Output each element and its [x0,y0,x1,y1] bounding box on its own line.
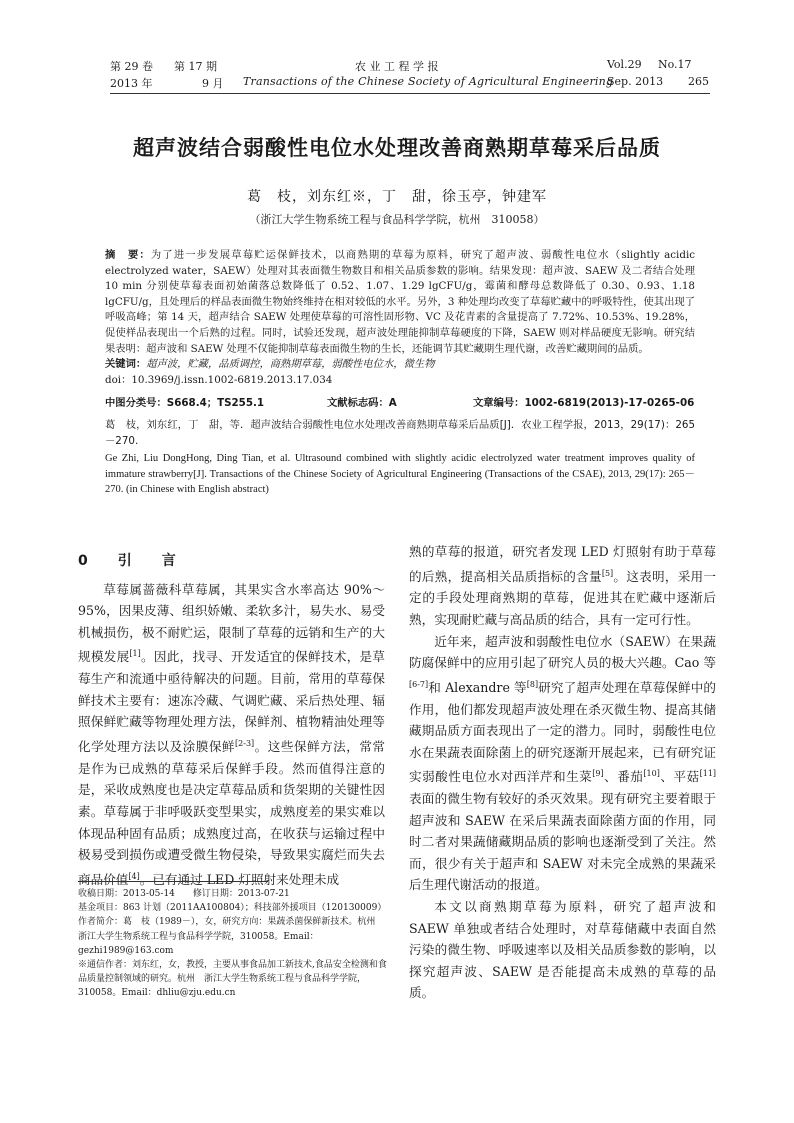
header-page-number: 265 [688,75,709,88]
ref-4: [4] [128,871,140,881]
header-volume-cn: 第 29 卷 [110,60,153,73]
intro-paragraph-3: 本文以商熟期草莓为原料，研究了超声波和 SAEW 单独或者结合处理时，对草莓储藏中表面自然污染的微生物、呼吸速率以及相关品质参数的影响，以探究超声波、SAEW 是否能提高未成熟的草莓的品质。 [409,899,716,1001]
section-heading: 0 引 言 [78,553,184,569]
right-column [409,541,716,1004]
document-code: 文献标志码：A [327,397,397,409]
ref-2-3: [2-3] [235,738,255,748]
abstract [105,248,695,357]
abstract-label: 摘 要： [105,249,151,261]
citation-en: Ge Zhi, Liu DongHong, Ding Tian, et al. Ultrasound combined with slightly acidic electrolyzed water treatment improves quality of immature strawberry[J]. Transactions of the Chinese Society of Agricultural Engineering (Transactions of the CSAE), 2013, 29(17): 265－270. (in Chinese with English abstract) [105,453,695,496]
abstract-text: 为了进一步发展草莓贮运保鲜技术，以商熟期的草莓为原料，研究了超声波、弱酸性电位水（slightly acidic electrolyzed water，SAEW）处理对其表面微生物数目和相关品质参数的影响。结果发现：超声波、SAEW 及二者结合处理 10 min 分别使草莓表面初始菌落总数降低了 0.52、1.07、1.29 lgCFU/g，霉菌和酵母总数降低了 0.30、0.93、1.18 lgCFU/g，且处理后的样品表面微生物始终维持在相对较低的水平。另外，3 种处理均改变了草莓贮藏中的呼吸特性，使其出现了呼吸高峰；第 14 天，超声结合 SAEW 处理使草莓的可溶性固形物、VC 及花青素的含量提高了 7.72%、10.53%、19.28%，促使样品表现出一个后熟的过程。同时，试验还发现，超声波处理能抑制草莓硬度的下降，SAEW 则对样品硬度无影响。研究结果表明：超声波和 SAEW 处理不仅能抑制草莓表面微生物的生长，还能调节其贮藏期生理代谢，改善贮藏期间的品质。 [105,249,696,355]
intro-paragraph-2: 近年来，超声波和弱酸性电位水（SAEW）在果蔬防腐保鲜中的应用引起了研究人员的极大兴趣。Cao 等[6-7]和 Alexandre 等[8]研究了超声处理在草莓保鲜中的作用，他们都发现超声波处理在杀灭微生物、提高其储藏期品质方面表现出了一定的潜力。同时，弱酸性电位水在果蔬表面除菌上的研究逐渐开展起来，已有研究证实弱酸性电位水对西洋芹和生菜[9]、番茄[10]、平菇[11]表面的微生物有较好的杀灭效果。现有研究主要着眼于超声波和 SAEW 在采后果蔬表面除菌方面的作用，同时二者对果蔬储藏期品质的影响也逐渐受到了关注。然而，很少有关于超声和 SAEW 对未完全成熟的果蔬采后生理代谢活动的报道。 [409,633,717,893]
article-number: 文章编号：1002-6819(2013)-17-0265-06 [473,397,695,409]
citation-cn: 葛 枝，刘东红，丁 甜，等．超声波结合弱酸性电位水处理改善商熟期草莓采后品质[J]．农业工程学报，2013，29(17)：265－270. [105,419,695,447]
header-date-en: Sep. 2013 [607,75,664,88]
ref-10: [10] [643,769,660,779]
clc-number: 中图分类号：S668.4；TS255.1 [105,397,265,409]
header-year-cn: 2013 年 [110,77,153,90]
paper-title: 超声波结合弱酸性电位水处理改善商熟期草莓采后品质 [133,136,661,160]
footnote-rule [78,881,268,882]
ref-5: [5] [601,568,614,578]
doi-text: doi：10.3969/j.issn.1002-6819.2013.17.034 [105,373,333,386]
intro-paragraph-1-cont: 熟的草莓的报道，研究者发现 LED 灯照射有助于草莓的后熟，提高相关品质指标的含量[5]。这表明，采用一定的手段处理商熟期的草莓，促进其在贮藏中逐渐后熟，实现耐贮藏与高品质的结合，具有一定可行性。 [409,544,717,627]
keywords-label: 关键词： [105,358,147,371]
abstract-block [105,248,695,388]
header-issue-cn: 第 17 期 [174,60,217,73]
keywords-text: 超声波，贮藏，品质调控，商熟期草莓，弱酸性电位水，微生物 [146,358,435,371]
footnote-corresponding-author: ※通信作者：刘东红，女，教授，主要从事食品加工新技术,食品安全检测和食品质量控制领域的研究。杭州 浙江大学生物系统工程与食品科学学院，310058。Email：dhliu@zju.edu.cn [78,960,387,999]
author-list: 葛 枝，刘东红※，丁 甜，徐玉亭，钟建军 [247,189,547,205]
ref-9: [9] [592,769,604,779]
header-volume-en: Vol.29 [607,58,642,71]
header-issue-en: No.17 [658,58,692,71]
footnote-fund: 基金项目：863 计划（2011AA100804）；科技部外援项目（120130009） [78,903,387,914]
footnotes [78,887,388,1001]
left-column [78,551,385,890]
citation-block [105,418,695,498]
ref-1: [1] [129,649,141,659]
header-journal-cn: 农 业 工 程 学 报 [355,60,439,73]
header-journal-en: Transactions of the Chinese Society of Agricultural Engineering [243,75,614,88]
intro-paragraph-1: 草莓属蔷薇科草莓属，其果实含水率高达 90%～95%，因果皮薄、组织娇嫩、柔软多汁，易失水、易受机械损伤，极不耐贮运，限制了草莓的远销和生产的大规模发展[1]。因此，找寻、开发适宜的保鲜技术，是草莓生产和流通中亟待解决的问题。目前，常用的草莓保鲜技术主要有：速冻冷藏、气调贮藏、采后热处理、辐照保鲜贮藏等物理处理方法，保鲜剂、植物精油处理等化学处理方法以及涂膜保鲜[2-3]。这些保鲜方法，常常是作为已成熟的草莓采后保鲜手段。然而值得注意的是，采收成熟度也是决定草莓品质和货架期的关键性因素。草莓属于非呼吸跃变型果实，成熟度差的果实难以体现品种固有品质；成熟度过高，在收获与运输过程中极易受到损伤或遭受微生物侵染，导致果实腐烂而失去商品价值[4]。已有通过 LED 灯照射来处理未成 [78,581,386,887]
ref-8: [8] [526,679,539,689]
ref-6-7: [6-7] [409,679,429,689]
footnote-dates: 收稿日期：2013-05-14 修订日期：2013-07-21 [78,889,290,899]
keywords [105,357,695,373]
header-month-cn: 9 月 [202,77,224,90]
footnote-author: 作者简介：葛 枝（1989－），女，研究方向：果蔬杀菌保鲜新技术。杭州 浙江大学生物系统工程与食品科学学院，310058。Email：gezhi1989@163.com [78,917,385,956]
author-affiliation: （浙江大学生物系统工程与食品科学学院，杭州 310058） [249,213,545,226]
ref-11: [11] [699,769,717,779]
header-rule [110,93,710,94]
